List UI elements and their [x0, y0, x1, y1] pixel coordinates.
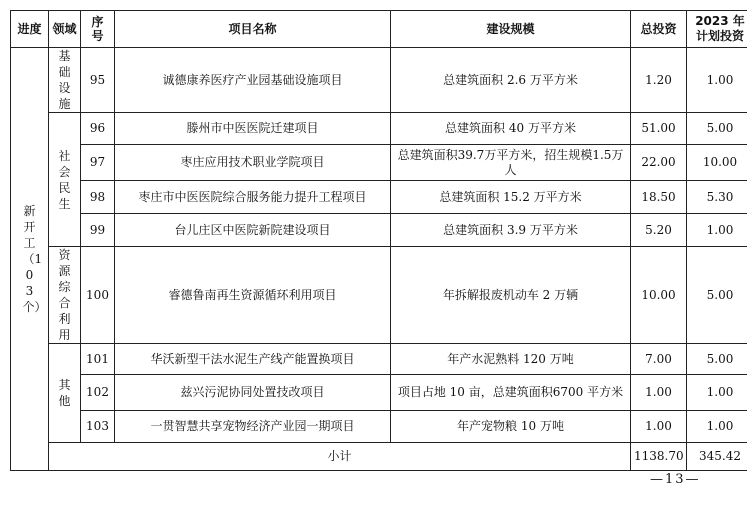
total-cell: 1.00: [631, 411, 687, 443]
seq-cell: 103: [81, 411, 115, 443]
name-cell: 诚德康养医疗产业园基础设施项目: [115, 48, 391, 113]
subtotal-total: 1138.70: [631, 443, 687, 471]
plan-cell: 1.00: [687, 411, 747, 443]
header-plan-line1: 2023 年: [695, 14, 745, 28]
name-cell: 枣庄市中医医院综合服务能力提升工程项目: [115, 181, 391, 214]
subtotal-row: [11, 443, 747, 471]
seq-cell: 102: [81, 375, 115, 411]
subtotal-plan: 345.42: [687, 443, 747, 471]
name-cell: 台儿庄区中医院新院建设项目: [115, 214, 391, 247]
project-table: [10, 10, 747, 471]
name-cell: 枣庄应用技术职业学院项目: [115, 145, 391, 181]
name-cell: 睿德鲁南再生资源循环利用项目: [115, 247, 391, 344]
plan-cell: 5.00: [687, 113, 747, 145]
total-cell: 18.50: [631, 181, 687, 214]
scale-cell: 总建筑面积 2.6 万平方米: [391, 48, 631, 113]
scale-cell: 总建筑面积 40 万平方米: [391, 113, 631, 145]
total-cell: 7.00: [631, 344, 687, 375]
total-cell: 1.20: [631, 48, 687, 113]
domain-resource: 资源综合利用: [58, 248, 71, 342]
scale-cell: 总建筑面积39.7万平方米，招生规模1.5万人: [391, 145, 631, 181]
domain-infra: 基础设施: [58, 49, 71, 111]
header-total: 总投资: [631, 11, 687, 48]
header-plan-line2: 计划投资: [695, 29, 744, 43]
table-row: [11, 214, 747, 247]
plan-cell: 1.00: [687, 375, 747, 411]
domain-cell: [49, 344, 81, 443]
domain-social: 社会民生: [58, 148, 71, 211]
subtotal-label: 小计: [49, 443, 631, 471]
name-cell: 滕州市中医医院迁建项目: [115, 113, 391, 145]
domain-other: 其他: [58, 378, 71, 408]
name-cell: 华沃新型干法水泥生产线产能置换项目: [115, 344, 391, 375]
scale-cell: 年产水泥熟料 120 万吨: [391, 344, 631, 375]
table-row: [11, 181, 747, 214]
seq-cell: 96: [81, 113, 115, 145]
scale-cell: 总建筑面积 15.2 万平方米: [391, 181, 631, 214]
plan-cell: 10.00: [687, 145, 747, 181]
header-seq: [81, 11, 115, 48]
header-domain: 领域: [49, 11, 81, 48]
progress-label: 新开工（103个）: [22, 204, 47, 314]
table-row: [11, 344, 747, 375]
seq-cell: 97: [81, 145, 115, 181]
total-cell: 10.00: [631, 247, 687, 344]
scale-cell: 总建筑面积 3.9 万平方米: [391, 214, 631, 247]
seq-cell: 98: [81, 181, 115, 214]
domain-cell: [49, 247, 81, 344]
header-scale: 建设规模: [391, 11, 631, 48]
table-row: [11, 145, 747, 181]
header-seq-label: 序号: [91, 14, 104, 43]
scale-cell: 年拆解报废机动车 2 万辆: [391, 247, 631, 344]
total-cell: 22.00: [631, 145, 687, 181]
plan-cell: 1.00: [687, 48, 747, 113]
name-cell: 一贯智慧共享宠物经济产业园一期项目: [115, 411, 391, 443]
table-row: [11, 411, 747, 443]
plan-cell: 5.00: [687, 247, 747, 344]
scale-cell: 年产宠物粮 10 万吨: [391, 411, 631, 443]
plan-cell: 5.30: [687, 181, 747, 214]
header-progress: 进度: [11, 11, 49, 48]
seq-cell: 95: [81, 48, 115, 113]
table-row: [11, 375, 747, 411]
progress-cell: [11, 48, 49, 471]
seq-cell: 99: [81, 214, 115, 247]
domain-cell: [49, 113, 81, 247]
scale-cell: 项目占地 10 亩，总建筑面积6700 平方米: [391, 375, 631, 411]
domain-cell: [49, 48, 81, 113]
name-cell: 兹兴污泥协同处置技改项目: [115, 375, 391, 411]
plan-cell: 5.00: [687, 344, 747, 375]
table-row: [11, 48, 747, 113]
header-row: [11, 11, 747, 48]
header-plan: [687, 11, 747, 48]
header-name: 项目名称: [115, 11, 391, 48]
table-row: [11, 113, 747, 145]
seq-cell: 100: [81, 247, 115, 344]
total-cell: 1.00: [631, 375, 687, 411]
table-row: [11, 247, 747, 344]
page-number: —13—: [650, 472, 701, 487]
total-cell: 51.00: [631, 113, 687, 145]
plan-cell: 1.00: [687, 214, 747, 247]
seq-cell: 101: [81, 344, 115, 375]
total-cell: 5.20: [631, 214, 687, 247]
